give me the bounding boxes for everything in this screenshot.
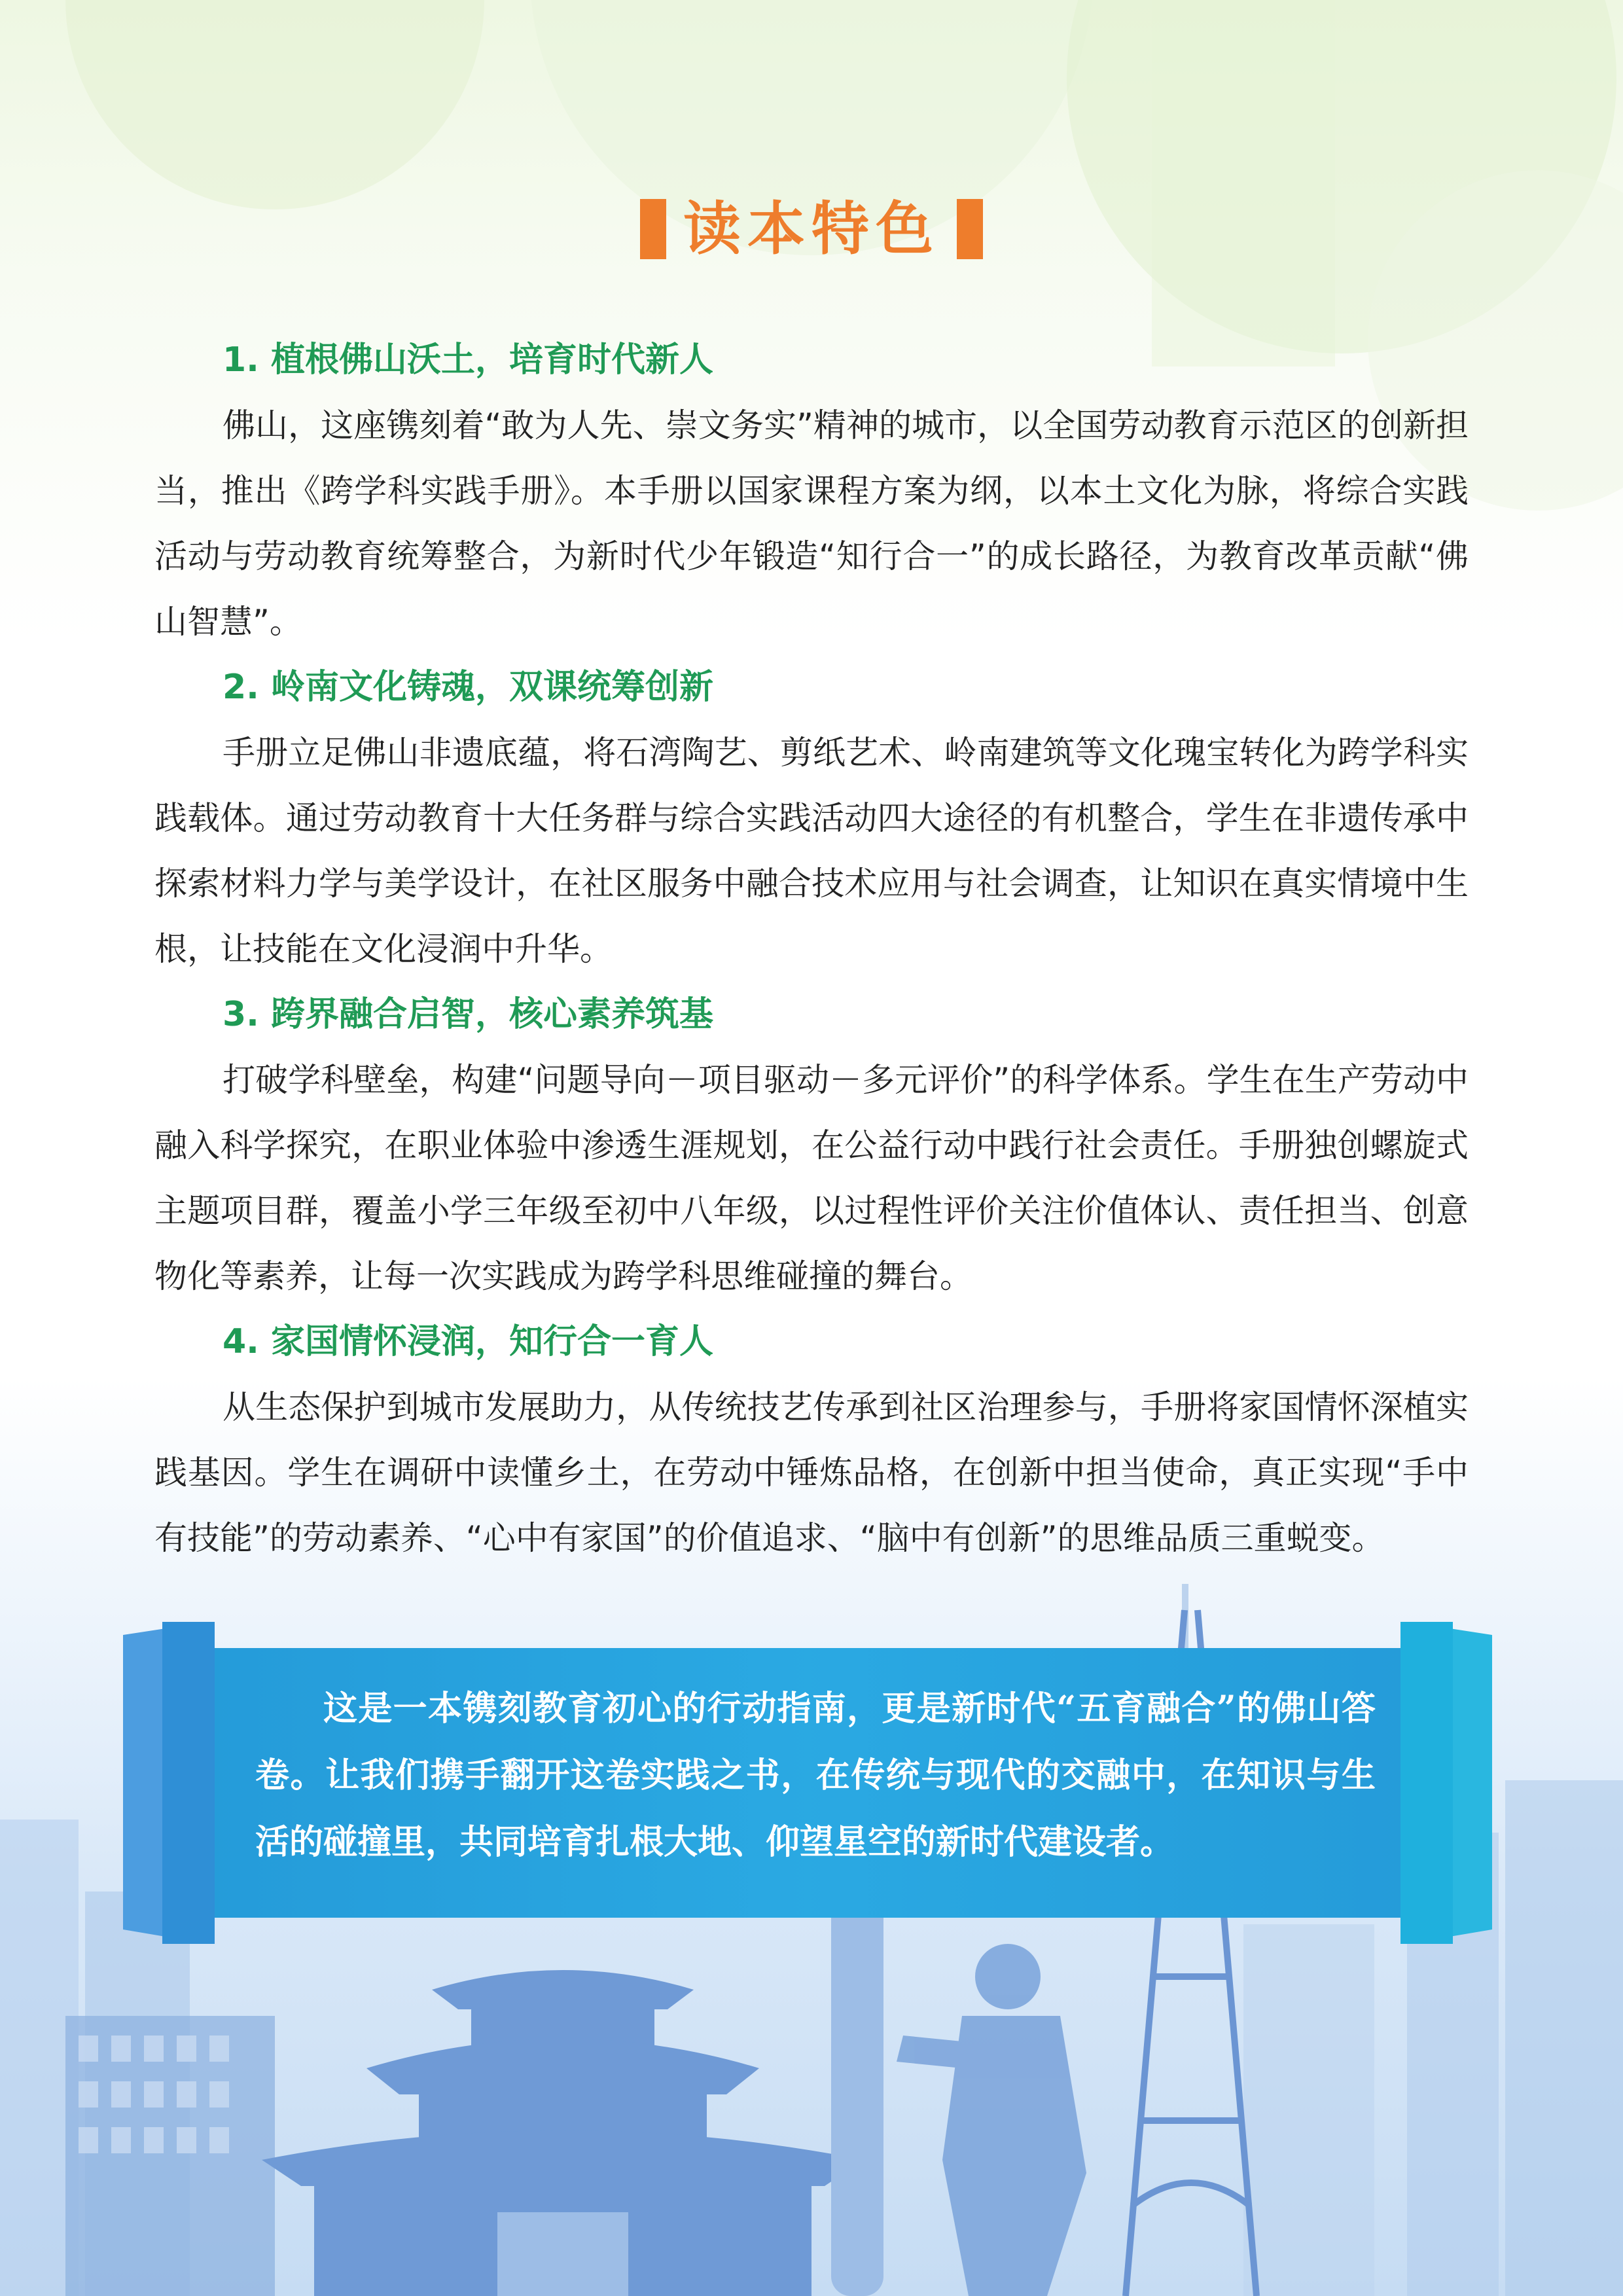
feature-section-2 [154,655,1469,982]
section-heading: 1. 植根佛山沃土，培育时代新人 [223,340,714,380]
title-right-bar [957,199,983,259]
section-heading: 3. 跨界融合启智，核心素养筑基 [223,995,714,1034]
feature-section-3 [154,982,1469,1309]
title-left-bar [640,199,666,259]
page-title [0,190,1623,268]
section-paragraph: 佛山，这座镌刻着“敢为人先、崇文务实”精神的城市，以全国劳动教育示范区的创新担当，推出《跨学科实践手册》。本手册以国家课程方案为纲，以本土文化为脉，将综合实践活动与劳动教育统筹整合，为新时代少年锻造“知行合一”的成长路径，为教育改革贡献“佛山智慧”。 [154,406,1469,641]
feature-section-4 [154,1309,1469,1571]
section-paragraph: 从生态保护到城市发展助力，从传统技艺传承到社区治理参与，手册将家国情怀深植实践基因。学生在调研中读懂乡土，在劳动中锤炼品格，在创新中担当使命，真正实现“手中有技能”的劳动素养、“心中有家国”的价值追求、“脑中有创新”的思维品质三重蜕变。 [154,1388,1469,1557]
section-heading: 4. 家国情怀浸润，知行合一育人 [223,1322,714,1361]
closing-banner-text: 这是一本镌刻教育初心的行动指南，更是新时代“五育融合”的佛山答卷。让我们携手翻开这卷实践之书，在传统与现代的交融中，在知识与生活的碰撞里，共同培育扎根大地、仰望星空的新时代建设者。 [255,1689,1376,1862]
section-paragraph: 手册立足佛山非遗底蕴，将石湾陶艺、剪纸艺术、岭南建筑等文化瑰宝转化为跨学科实践载体。通过劳动教育十大任务群与综合实践活动四大途径的有机整合，学生在非遗传承中探索材料力学与美学设计，在社区服务中融合技术应用与社会调查，让知识在真实情境中生根，让技能在文化浸润中升华。 [154,734,1469,968]
page-title-text: 读本特色 [683,195,940,262]
feature-section-1 [154,327,1469,655]
section-paragraph: 打破学科壁垒，构建“问题导向－项目驱动－多元评价”的科学体系。学生在生产劳动中融入科学探究，在职业体验中渗透生涯规划，在公益行动中践行社会责任。手册独创螺旋式主题项目群，覆盖小学三年级至初中八年级，以过程性评价关注价值体认、责任担当、创意物化等素养，让每一次实践成为跨学科思维碰撞的舞台。 [154,1061,1469,1295]
section-heading: 2. 岭南文化铸魂，双课统筹创新 [223,668,714,707]
features-content [154,327,1469,1571]
